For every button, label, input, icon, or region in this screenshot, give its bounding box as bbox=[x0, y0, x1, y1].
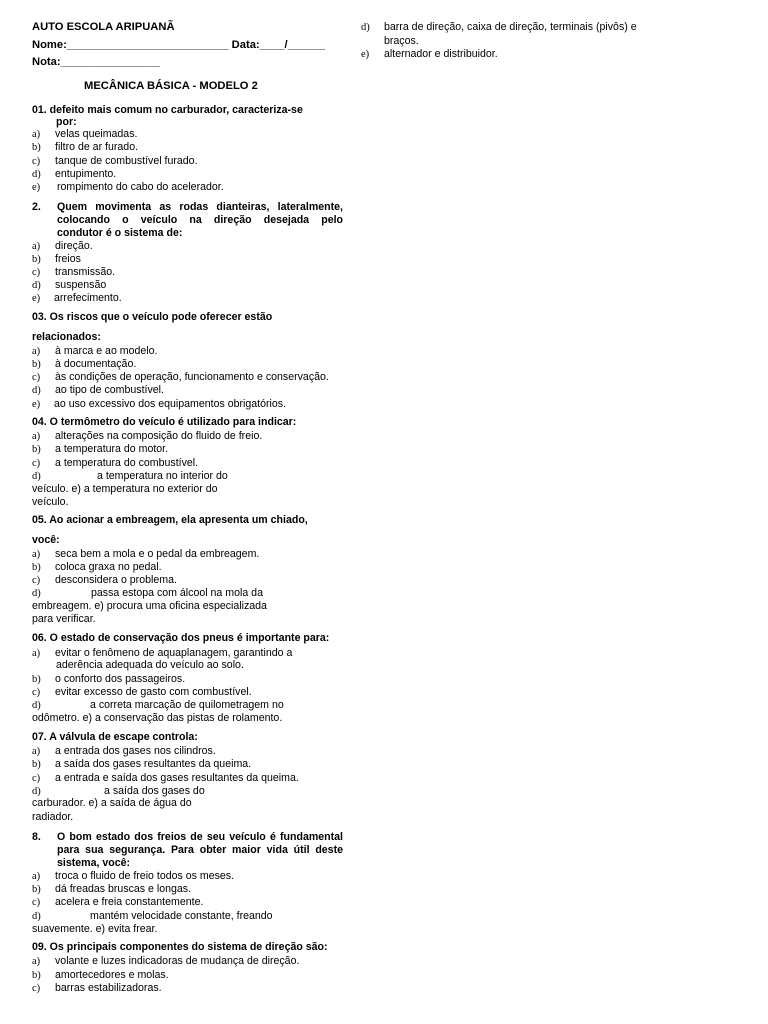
list-item: odômetro. e) a conservação das pistas de rolamento. bbox=[32, 712, 283, 724]
q8-number: 8. bbox=[32, 831, 41, 843]
q5-stem: 05. Ao acionar a embreagem, ela apresenta um chiado, bbox=[32, 514, 308, 526]
q1-stem: 01. defeito mais comum no carburador, caracteriza-se bbox=[32, 104, 303, 116]
list-item: veículo. e) a temperatura no exterior do bbox=[32, 483, 218, 495]
q4-stem: 04. O termômetro do veículo é utilizado para indicar: bbox=[32, 416, 297, 428]
q3-stem-cont: relacionados: bbox=[32, 331, 101, 343]
name-date-line: Nome:__________________________ Data:____/______ bbox=[32, 39, 325, 51]
list-item: braços. bbox=[384, 35, 419, 47]
list-item: veículo. bbox=[32, 496, 69, 508]
q6-stem: 06. O estado de conservação dos pneus é importante para: bbox=[32, 632, 330, 644]
q1-stem-cont: por: bbox=[56, 116, 77, 128]
school-name: AUTO ESCOLA ARIPUANÃ bbox=[32, 21, 175, 33]
list-item: carburador. e) a saída de água do bbox=[32, 797, 192, 809]
q2-stem: Quem movimenta as rodas dianteiras, lateralmente, bbox=[57, 201, 343, 213]
q7-stem: 07. A válvula de escape controla: bbox=[32, 731, 198, 743]
q3-stem: 03. Os riscos que o veículo pode oferecer estão bbox=[32, 311, 273, 323]
q5-stem-cont: você: bbox=[32, 534, 60, 546]
page-title: MECÂNICA BÁSICA - MODELO 2 bbox=[84, 80, 258, 92]
list-item: aderência adequada do veículo ao solo. bbox=[56, 659, 244, 671]
q2-stem-cont: colocando o veículo na direção desejada pelo bbox=[57, 214, 343, 226]
q2-number: 2. bbox=[32, 201, 41, 213]
q8-stem-cont: para sua segurança. Para obter maior vida útil deste bbox=[57, 844, 343, 856]
grade-line: Nota:________________ bbox=[32, 56, 161, 68]
q8-stem: O bom estado dos freios de seu veículo é fundamental bbox=[57, 831, 343, 843]
q8-stem-end: sistema, você: bbox=[57, 857, 131, 869]
list-item: embreagem. e) procura uma oficina especializada bbox=[32, 600, 267, 612]
q2-stem-end: condutor é o sistema de: bbox=[57, 227, 183, 239]
list-item: para verificar. bbox=[32, 613, 96, 625]
q9-stem: 09. Os principais componentes do sistema de direção são: bbox=[32, 941, 328, 953]
list-item: suavemente. e) evita frear. bbox=[32, 923, 158, 935]
list-item: radiador. bbox=[32, 811, 74, 823]
